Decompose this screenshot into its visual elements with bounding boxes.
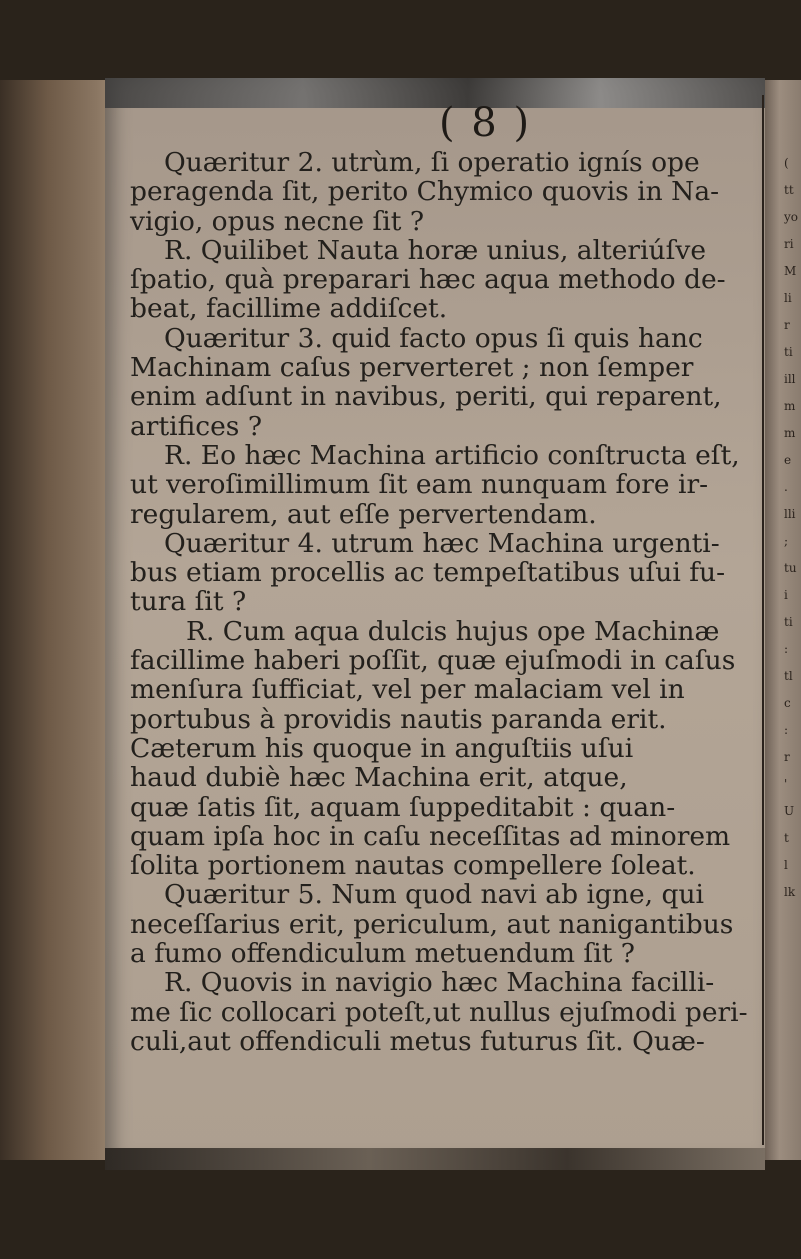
fragment: (: [784, 156, 789, 170]
fragment: tu: [784, 561, 797, 575]
text-line: facillime haberi poſſit, quæ ejuſmodi in caſus: [130, 645, 736, 677]
fragment: yo: [784, 210, 799, 224]
text-line: Quæritur 4. utrum hæc Machina urgenti-: [164, 527, 720, 559]
fragment: .: [784, 480, 788, 494]
fragment: lk: [784, 885, 796, 899]
text-line: menſura ſufficiat, vel per malaciam vel in: [130, 674, 685, 706]
fragment: tt: [784, 183, 794, 197]
text-line: ut veroſimillimum ſit eam nunquam fore ir-: [130, 469, 709, 501]
text-line: R. Cum aqua dulcis hujus ope Machinæ: [186, 615, 720, 647]
fragment: r: [784, 750, 790, 764]
text-line: bus etiam procellis ac tempeſtatibus uſui fu-: [130, 557, 726, 589]
fragment: t: [784, 831, 789, 845]
text-line: neceſſarius erit, periculum, aut nanigantibus: [130, 908, 734, 940]
fragment: ri: [784, 237, 794, 251]
fragment: e: [784, 453, 792, 467]
text-line: R. Eo hæc Machina artificio conſtructa eſt,: [164, 439, 740, 471]
text-line: culi,aut offendiculi metus futurus ſit. Quæ-: [130, 1025, 705, 1057]
text-line: vigio, opus necne ſit ?: [130, 205, 425, 237]
text-line: regularem, aut eſſe pervertendam.: [130, 498, 597, 530]
text-line: Quæritur 3. quid facto opus ſi quis hanc: [164, 322, 703, 354]
text-line: quæ ſatis ſit, aquam ſuppeditabit : quan-: [130, 791, 676, 823]
text-line: R. Quilibet Nauta horæ unius, alteriúſve: [164, 234, 707, 266]
facing-page-fragments: [784, 150, 800, 906]
left-page-edge: [0, 80, 120, 1160]
text-line: Quæritur 5. Num quod navi ab igne, qui: [164, 879, 705, 911]
fragment: :: [784, 723, 789, 737]
fragment: ;: [784, 534, 789, 548]
fragment: ': [784, 777, 788, 791]
fragment: ti: [784, 615, 793, 629]
fragment: li: [784, 291, 792, 305]
text-line: enim adſunt in navibus, periti, qui reparent,: [130, 381, 722, 413]
bottom-page-edge: [105, 1148, 765, 1170]
fragment: U: [784, 804, 795, 818]
text-line: Quæritur 2. utrùm, ſi operatio ignís ope: [164, 147, 700, 178]
fragment: r: [784, 318, 790, 332]
text-line: Cæterum his quoque in anguſtiis uſui: [130, 732, 634, 764]
text-line: quam ipſa hoc in caſu neceſſitas ad minorem: [130, 820, 731, 852]
fragment: ti: [784, 345, 793, 359]
text-line: haud dubiè hæc Machina erit, atque,: [130, 762, 628, 794]
page-number: ( 8 ): [438, 100, 532, 146]
text-line: a fumo offendiculum metuendum ſit ?: [130, 938, 636, 970]
text-line: beat, facillime addiſcet.: [130, 293, 448, 325]
fragment: i: [784, 588, 788, 602]
text-line: tura ſit ?: [130, 586, 247, 618]
text-line: artifices ?: [130, 410, 263, 442]
fragment: l: [784, 858, 788, 872]
fragment: M: [784, 264, 797, 278]
gutter-line: [762, 95, 764, 1145]
text-line: me ſic collocari poteſt,ut nullus ejuſmodi peri-: [130, 996, 748, 1028]
fragment: :: [784, 642, 789, 656]
text-line: ſpatio, quà preparari hæc aqua methodo de-: [130, 264, 726, 296]
fragment: lli: [784, 507, 796, 521]
text-line: ſolita portionem nautas compellere ſoleat.: [130, 850, 696, 882]
body-text: [130, 148, 755, 1056]
text-line: Machinam caſus perverteret ; non ſemper: [130, 352, 694, 384]
fragment: m: [784, 399, 796, 413]
fragment: m: [784, 426, 796, 440]
fragment: tl: [784, 669, 793, 683]
text-line: portubus à providis nautis paranda erit.: [130, 703, 667, 735]
text-line: R. Quovis in navigio hæc Machina facilli-: [164, 967, 715, 999]
fragment: ill: [784, 372, 796, 386]
fragment: c: [784, 696, 791, 710]
text-line: peragenda ſit, perito Chymico quovis in Na-: [130, 176, 720, 208]
